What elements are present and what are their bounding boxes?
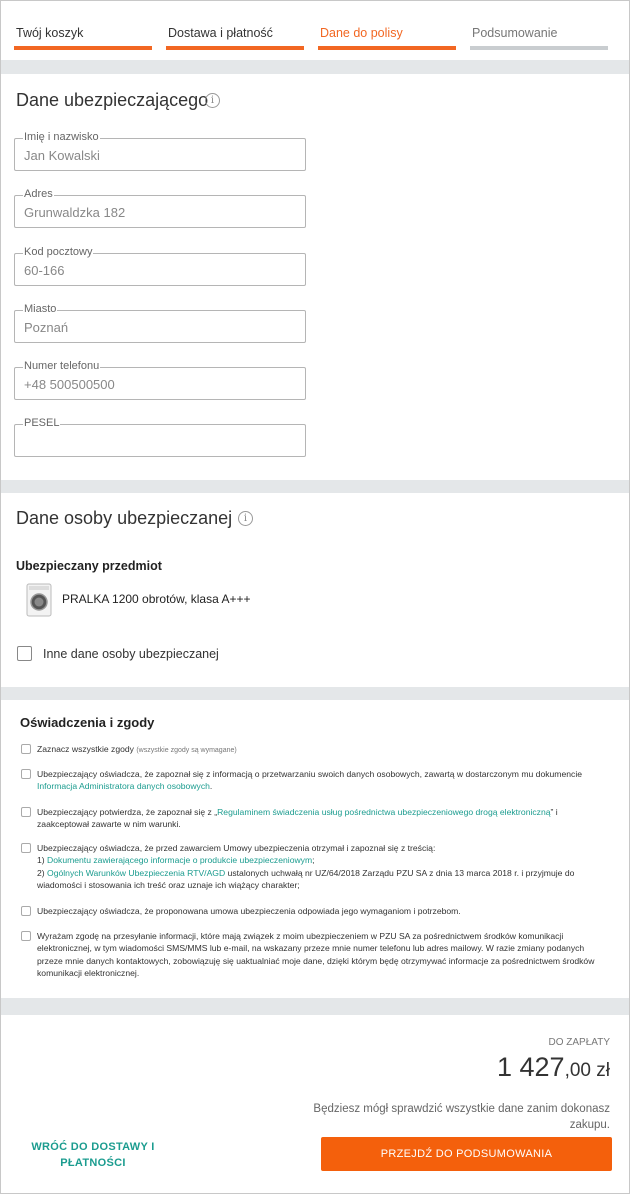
phone-label: Numer telefonu: [24, 360, 100, 372]
consent-1-link[interactable]: Informacja Administratora danych osobowych: [37, 781, 210, 792]
washing-machine-icon: [26, 583, 52, 617]
step-cart-label: Twój koszyk: [16, 26, 84, 40]
consent-3-item2-end: ustalonych uchwałą nr UZ/64/2018 Zarządu PZU SA z dnia 13 marca 2018 r. i przyjmuje do wiadomości i stosowania ich treść oraz uznaje ich wiążący charakter;: [37, 867, 575, 891]
consent-3-item1-end: ;: [312, 855, 315, 866]
select-all-checkbox[interactable]: [21, 744, 31, 754]
step-delivery-label: Dostawa i płatność: [168, 26, 273, 40]
separator: [1, 60, 629, 74]
go-to-summary-button[interactable]: PRZEJDŹ DO PODSUMOWANIA: [321, 1137, 612, 1171]
separator: [1, 480, 629, 493]
postal-code-value: 60-166: [24, 263, 65, 278]
amount-due-label: DO ZAPŁATY: [548, 1037, 610, 1048]
separator: [1, 687, 629, 700]
step-summary-label: Podsumowanie: [472, 26, 558, 40]
city-value: Poznań: [24, 320, 69, 335]
product-name: PRALKA 1200 obrotów, klasa A+++: [62, 592, 251, 606]
insured-subject-title: Ubezpieczany przedmiot: [16, 559, 162, 573]
consent-5-checkbox[interactable]: [21, 931, 31, 941]
postal-code-field[interactable]: [14, 246, 306, 286]
total-price: [497, 1052, 610, 1083]
consent-2-link[interactable]: Regulaminem świadczenia usług pośrednictwa ubezpieczeniowego drogą elektroniczną: [217, 807, 551, 817]
select-all-label: Zaznacz wszystkie zgody: [37, 744, 134, 754]
consent-2-checkbox[interactable]: [21, 807, 31, 817]
full-name-value: Jan Kowalski: [24, 148, 100, 163]
step-summary-bar: [470, 46, 608, 50]
step-policy-data-label: Dane do polisy: [320, 26, 403, 40]
consent-3-item2-prefix: 2): [37, 867, 48, 878]
price-integer: 1 427: [497, 1052, 565, 1082]
info-icon[interactable]: i: [238, 511, 253, 526]
address-label: Adres: [24, 188, 53, 200]
select-all-hint: (wszystkie zgody są wymagane): [136, 747, 237, 754]
pesel-label: PESEL: [24, 417, 60, 429]
consent-3-item2-link[interactable]: Ogólnych Warunków Ubezpieczenia RTV/AGD: [47, 867, 226, 878]
step-cart-bar: [14, 46, 152, 50]
consent-1-text: [37, 768, 603, 793]
consent-1-end: .: [209, 781, 213, 792]
info-icon[interactable]: i: [205, 93, 220, 108]
postal-code-label: Kod pocztowy: [24, 246, 93, 258]
review-note: Będziesz mógł sprawdzić wszystkie dane zanim dokonasz zakupu.: [313, 1103, 610, 1131]
address-value: Grunwaldzka 182: [24, 205, 126, 220]
separator: [1, 998, 629, 1015]
consent-2-text: [37, 806, 603, 831]
consent-1-checkbox[interactable]: [21, 769, 31, 779]
insurer-section-title: Dane ubezpieczającego: [16, 90, 209, 110]
other-insured-label[interactable]: Inne dane osoby ubezpieczanej: [43, 647, 219, 661]
other-insured-checkbox[interactable]: [17, 646, 32, 661]
consent-3-item1-link[interactable]: Dokumentu zawierającego informacje o produkcie ubezpieczeniowym: [47, 855, 313, 866]
insured-section-title: Dane osoby ubezpieczanej: [16, 508, 233, 528]
consent-1-body: Ubezpieczający oświadcza, że zapoznał się z informacją o przetwarzaniu swoich danych osobowych, zawartą w dostarczonym mu dokumencie: [37, 769, 583, 779]
pesel-field[interactable]: [14, 417, 306, 457]
full-name-label: Imię i nazwisko: [24, 131, 99, 143]
step-cart[interactable]: [14, 0, 152, 60]
step-summary: [470, 0, 608, 60]
consent-4-text: Ubezpieczający oświadcza, że proponowana umowa ubezpieczenia odpowiada jego wymaganiom i potrzebom.: [37, 906, 461, 916]
consents-title: Oświadczenia i zgody: [20, 715, 155, 730]
consent-3-body: Ubezpieczający oświadcza, że przed zawarciem Umowy ubezpieczenia otrzymał i zapoznał się z treścią:: [37, 843, 436, 853]
step-policy-data: [318, 0, 456, 60]
step-delivery[interactable]: [166, 0, 304, 60]
address-field[interactable]: [14, 188, 306, 228]
checkout-steps: [14, 0, 614, 60]
full-name-field[interactable]: [14, 131, 306, 171]
price-decimal: ,00 zł: [564, 1060, 610, 1081]
consent-5-text: Wyrażam zgodę na przesyłanie informacji, które mają związek z moim ubezpieczeniem w PZU SA za pośrednictwem środków komunikacji elektronicznej, w tym wiadomości SMS/MMS lub e-mail, na wskazany przeze mnie numer telefonu lub adres mailowy. W razie zmiany podanych przeze mnie danych kontaktowych, zobowiązuję się uaktualniać moje dane, dzięki którym będę otrzymywać informacje za pośrednictwem środków komunikacji elektronicznej.: [37, 931, 595, 979]
step-delivery-bar: [166, 46, 304, 50]
consent-2-body: Ubezpieczający potwierdza, że zapoznał się z „: [37, 807, 218, 817]
consent-2-end: ” i zaakceptował zawarte w nim warunki.: [37, 807, 558, 830]
consent-3-text: [37, 842, 603, 892]
select-all-text[interactable]: [37, 743, 603, 757]
city-label: Miasto: [24, 303, 57, 315]
back-to-delivery-link[interactable]: WRÓĆ DO DOSTAWY I PŁATNOŚCI: [31, 1141, 155, 1169]
step-policy-data-bar: [318, 46, 456, 50]
city-field[interactable]: [14, 303, 306, 343]
phone-value: +48 500500500: [24, 377, 115, 392]
consent-3-checkbox[interactable]: [21, 843, 31, 853]
phone-field[interactable]: [14, 360, 306, 400]
consent-4-checkbox[interactable]: [21, 906, 31, 916]
consent-3-item1-prefix: 1): [37, 855, 48, 866]
